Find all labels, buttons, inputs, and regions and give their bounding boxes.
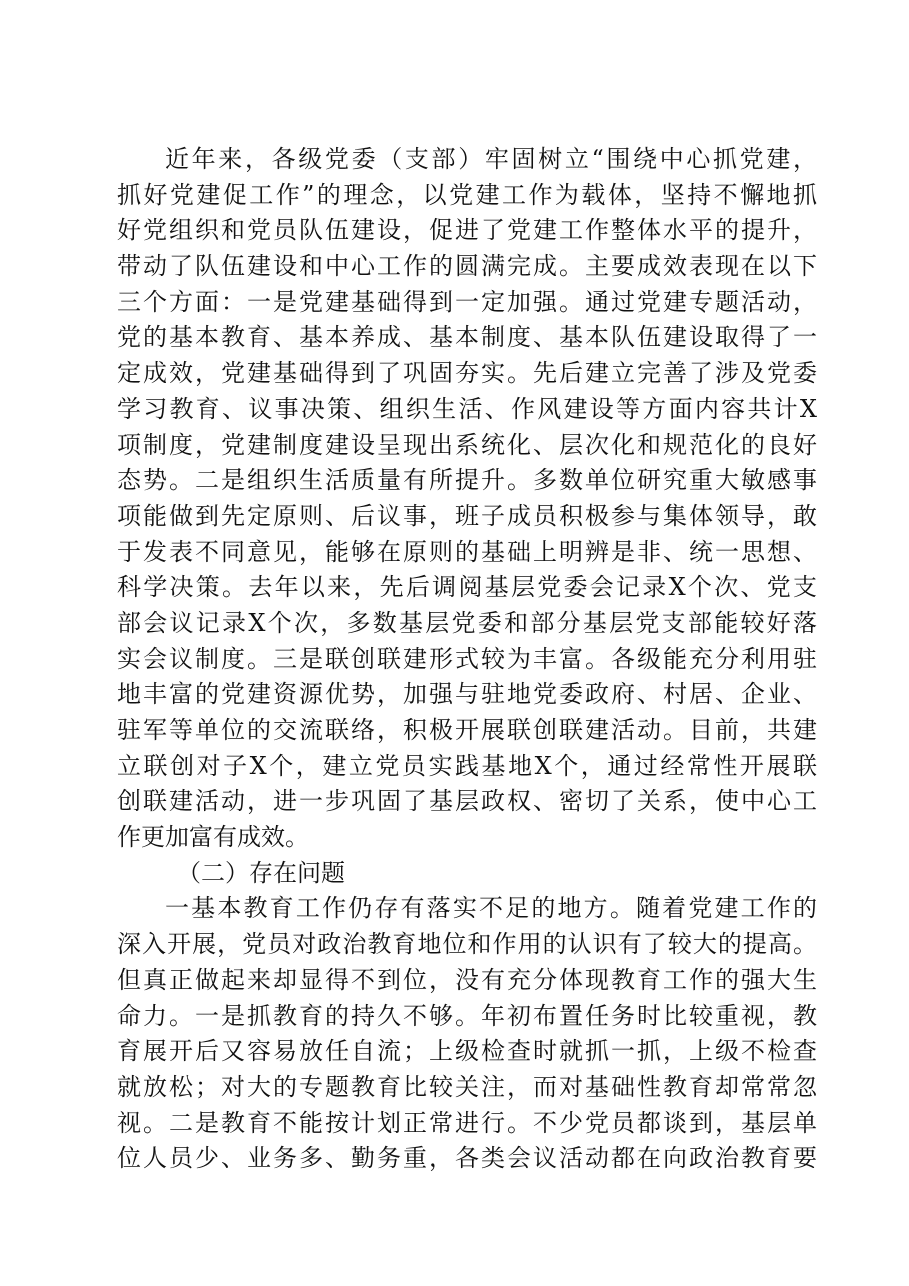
text-line: 深入开展，党员对政治教育地位和作用的认识有了较大的提高。: [117, 930, 817, 959]
text-line: 部会议记录X个次，多数基层党委和部分基层党支部能较好落: [117, 608, 817, 637]
text-line: 驻军等单位的交流联络，积极开展联创联建活动。目前，共建: [117, 716, 817, 744]
text-line: 科学决策。去年以来，先后调阅基层党委会记录X个次、党支: [117, 573, 817, 602]
text-line: 位人员少、业务多、勤务重，各类会议活动都在向政治教育要: [117, 1144, 817, 1173]
section-heading: （二）存在问题: [177, 858, 345, 887]
text-line: 视。二是教育不能按计划正常进行。不少党员都谈到，基层单: [117, 1108, 817, 1137]
text-line: 项制度，党建制度建设呈现出系统化、层次化和规范化的良好: [117, 430, 817, 459]
text-line: 态势。二是组织生活质量有所提升。多数单位研究重大敏感事: [117, 466, 817, 495]
text-line: 学习教育、议事决策、组织生活、作风建设等方面内容共计X: [117, 394, 817, 423]
text-line: 好党组织和党员队伍建设，促进了党建工作整体水平的提升，: [117, 216, 817, 245]
text-line: 于发表不同意见，能够在原则的基础上明辨是非、统一思想、: [117, 537, 817, 566]
text-line: 定成效，党建基础得到了巩固夯实。先后建立完善了涉及党委: [117, 359, 817, 388]
paragraph-problems: [117, 891, 817, 1177]
text-line: 实会议制度。三是联创联建形式较为丰富。各级能充分利用驻: [117, 644, 817, 673]
text-line: 地丰富的党建资源优势，加强与驻地党委政府、村居、企业、: [117, 680, 817, 709]
document-body: [117, 142, 817, 1177]
text-line: 党的基本教育、基本养成、基本制度、基本队伍建设取得了一: [117, 323, 817, 352]
text-line: 三个方面：一是党建基础得到一定加强。通过党建专题活动，: [117, 287, 817, 316]
text-line: 近年来，各级党委（支部）牢固树立“围绕中心抓党建，: [165, 145, 817, 173]
text-line: 作更加富有成效。: [117, 823, 309, 852]
text-line: 带动了队伍建设和中心工作的圆满完成。主要成效表现在以下: [117, 252, 817, 281]
text-line: 立联创对子X个，建立党员实践基地X个，通过经常性开展联: [117, 751, 817, 780]
text-line: 但真正做起来却显得不到位，没有充分体现教育工作的强大生: [117, 965, 817, 994]
text-line: 项能做到先定原则、后议事，班子成员积极参与集体领导，敢: [117, 501, 817, 530]
text-line: 命力。一是抓教育的持久不够。年初布置任务时比较重视，教: [117, 1001, 817, 1030]
text-line: 抓好党建促工作”的理念，以党建工作为载体，坚持不懈地抓: [117, 180, 817, 209]
paragraph-achievements: [117, 142, 817, 856]
text-line: 就放松；对大的专题教育比较关注，而对基础性教育却常常忽: [117, 1072, 817, 1101]
text-line: 创联建活动，进一步巩固了基层政权、密切了关系，使中心工: [117, 787, 817, 816]
text-line: 一基本教育工作仍存有落实不足的地方。随着党建工作的: [165, 894, 817, 923]
text-line: 育展开后又容易放任自流；上级检查时就抓一抓，上级不检查: [117, 1037, 817, 1066]
